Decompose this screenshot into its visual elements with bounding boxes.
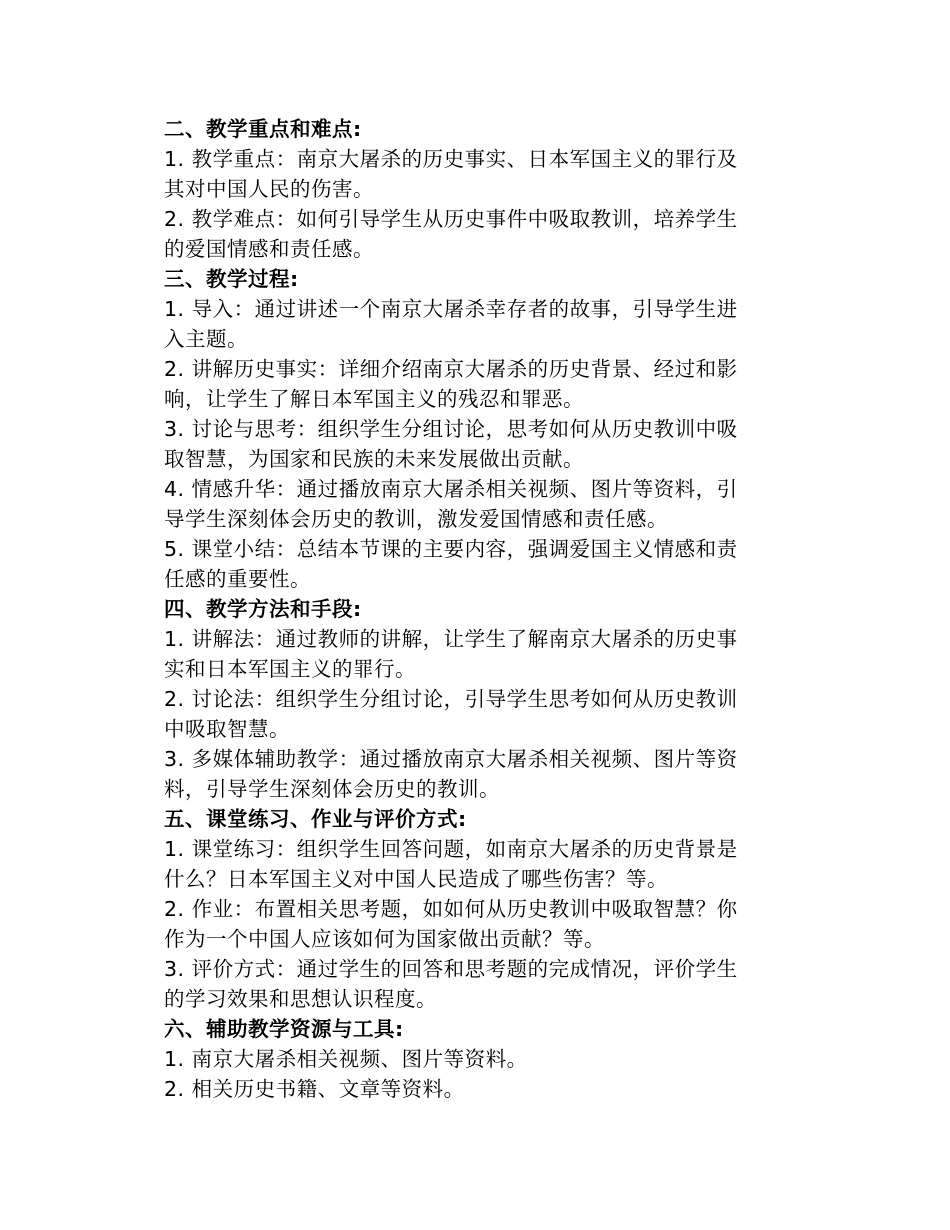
section-heading-teaching-process: 三、教学过程: [164, 267, 299, 291]
paragraph-line: 2. 讲解历史事实：详细介绍南京大屠杀的历史背景、经过和影 [164, 357, 738, 381]
section-heading-key-points: 二、教学重点和难点: [164, 117, 362, 141]
paragraph-line: 2. 作业：布置相关思考题，如如何从历史教训中吸取智慧？你 [164, 897, 738, 921]
paragraph-line: 响，让学生了解日本军国主义的残忍和罪恶。 [164, 387, 584, 411]
paragraph-line: 1. 讲解法：通过教师的讲解，让学生了解南京大屠杀的历史事 [164, 627, 738, 651]
paragraph-line: 料，引导学生深刻体会历史的教训。 [164, 777, 500, 801]
paragraph-line: 什么？日本军国主义对中国人民造成了哪些伤害？等。 [164, 867, 668, 891]
paragraph-line: 实和日本军国主义的罪行。 [164, 657, 416, 681]
paragraph-line: 3. 评价方式：通过学生的回答和思考题的完成情况，评价学生 [164, 957, 738, 981]
section-heading-exercises: 五、课堂练习、作业与评价方式: [164, 807, 467, 831]
paragraph-line: 的学习效果和思想认识程度。 [164, 987, 437, 1011]
paragraph-line: 4. 情感升华：通过播放南京大屠杀相关视频、图片等资料，引 [164, 477, 738, 501]
paragraph-line: 5. 课堂小结：总结本节课的主要内容，强调爱国主义情感和责 [164, 537, 738, 561]
paragraph-line: 的爱国情感和责任感。 [164, 237, 374, 261]
paragraph-line: 3. 讨论与思考：组织学生分组讨论，思考如何从历史教训中吸 [164, 417, 738, 441]
paragraph-line: 3. 多媒体辅助教学：通过播放南京大屠杀相关视频、图片等资 [164, 747, 738, 771]
section-heading-resources: 六、辅助教学资源与工具: [164, 1017, 404, 1041]
paragraph-line: 2. 教学难点：如何引导学生从历史事件中吸取教训，培养学生 [164, 207, 738, 231]
paragraph-line: 2. 讨论法：组织学生分组讨论，引导学生思考如何从历史教训 [164, 687, 738, 711]
paragraph-line: 1. 教学重点：南京大屠杀的历史事实、日本军国主义的罪行及 [164, 147, 738, 171]
paragraph-line: 任感的重要性。 [164, 567, 311, 591]
paragraph-line: 取智慧，为国家和民族的未来发展做出贡献。 [164, 447, 584, 471]
paragraph-line: 其对中国人民的伤害。 [164, 177, 374, 201]
paragraph-line: 1. 南京大屠杀相关视频、图片等资料。 [164, 1047, 528, 1071]
section-heading-methods: 四、教学方法和手段: [164, 597, 362, 621]
document-body [164, 114, 774, 1104]
paragraph-line: 2. 相关历史书籍、文章等资料。 [164, 1077, 465, 1101]
paragraph-line: 导学生深刻体会历史的教训，激发爱国情感和责任感。 [164, 507, 668, 531]
paragraph-line: 中吸取智慧。 [164, 717, 290, 741]
paragraph-line: 入主题。 [164, 327, 248, 351]
paragraph-line: 1. 导入：通过讲述一个南京大屠杀幸存者的故事，引导学生进 [164, 297, 738, 321]
paragraph-line: 1. 课堂练习：组织学生回答问题，如南京大屠杀的历史背景是 [164, 837, 738, 861]
paragraph-line: 作为一个中国人应该如何为国家做出贡献？等。 [164, 927, 605, 951]
